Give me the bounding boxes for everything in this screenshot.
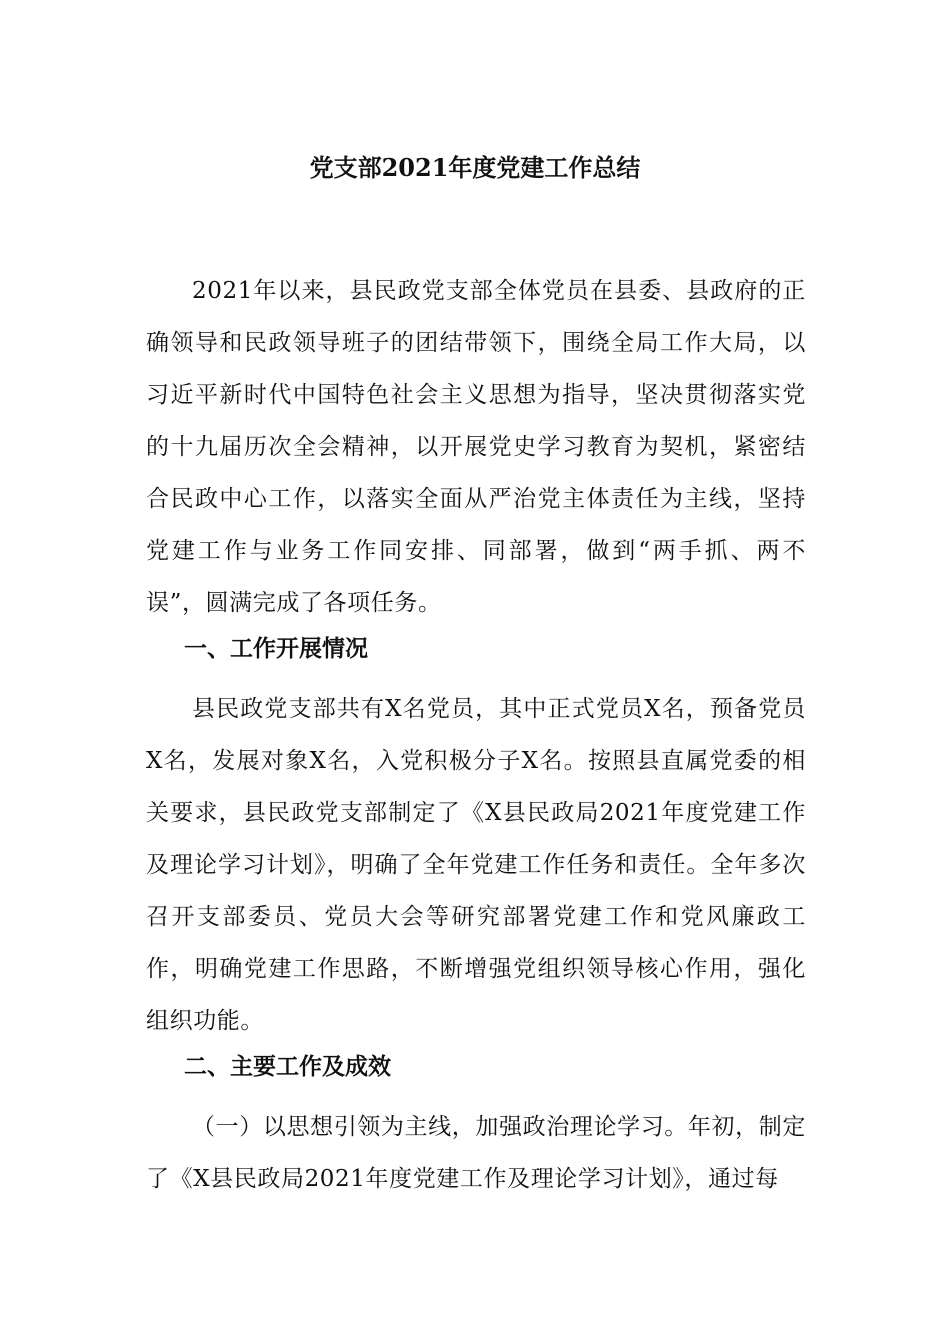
document-title: 党支部2021年度党建工作总结 [309, 153, 641, 182]
work-status-paragraph: 县民政党支部共有X名党员，其中正式党员X名，预备党员X名，发展对象X名，入党积极分子X名。按照县直属党委的相关要求，县民政党支部制定了《X县民政局2021年度党建工作及理论学习计划》，明确了全年党建工作任务和责任。全年多次召开支部委员、党员大会等研究部署党建工作和党风廉政工作，明确党建工作思路，不断增强党组织领导核心作用，强化组织功能。 [146, 696, 806, 1034]
section-heading-main-work: 二、主要工作及成效 [184, 1053, 391, 1080]
intro-paragraph: 2021年以来，县民政党支部全体党员在县委、县政府的正确领导和民政领导班子的团结带领下，围绕全局工作大局，以习近平新时代中国特色社会主义思想为指导，坚决贯彻落实党的十九届历次全会精神，以开展党史学习教育为契机，紧密结合民政中心工作，以落实全面从严治党主体责任为主线，坚持党建工作与业务工作同安排、同部署，做到“两手抓、两不误”，圆满完成了各项任务。 [146, 278, 806, 616]
main-work-paragraph: （一）以思想引领为主线，加强政治理论学习。年初，制定了《X县民政局2021年度党建工作及理论学习计划》，通过每 [146, 1114, 806, 1192]
section-heading-work-status: 一、工作开展情况 [184, 635, 368, 662]
